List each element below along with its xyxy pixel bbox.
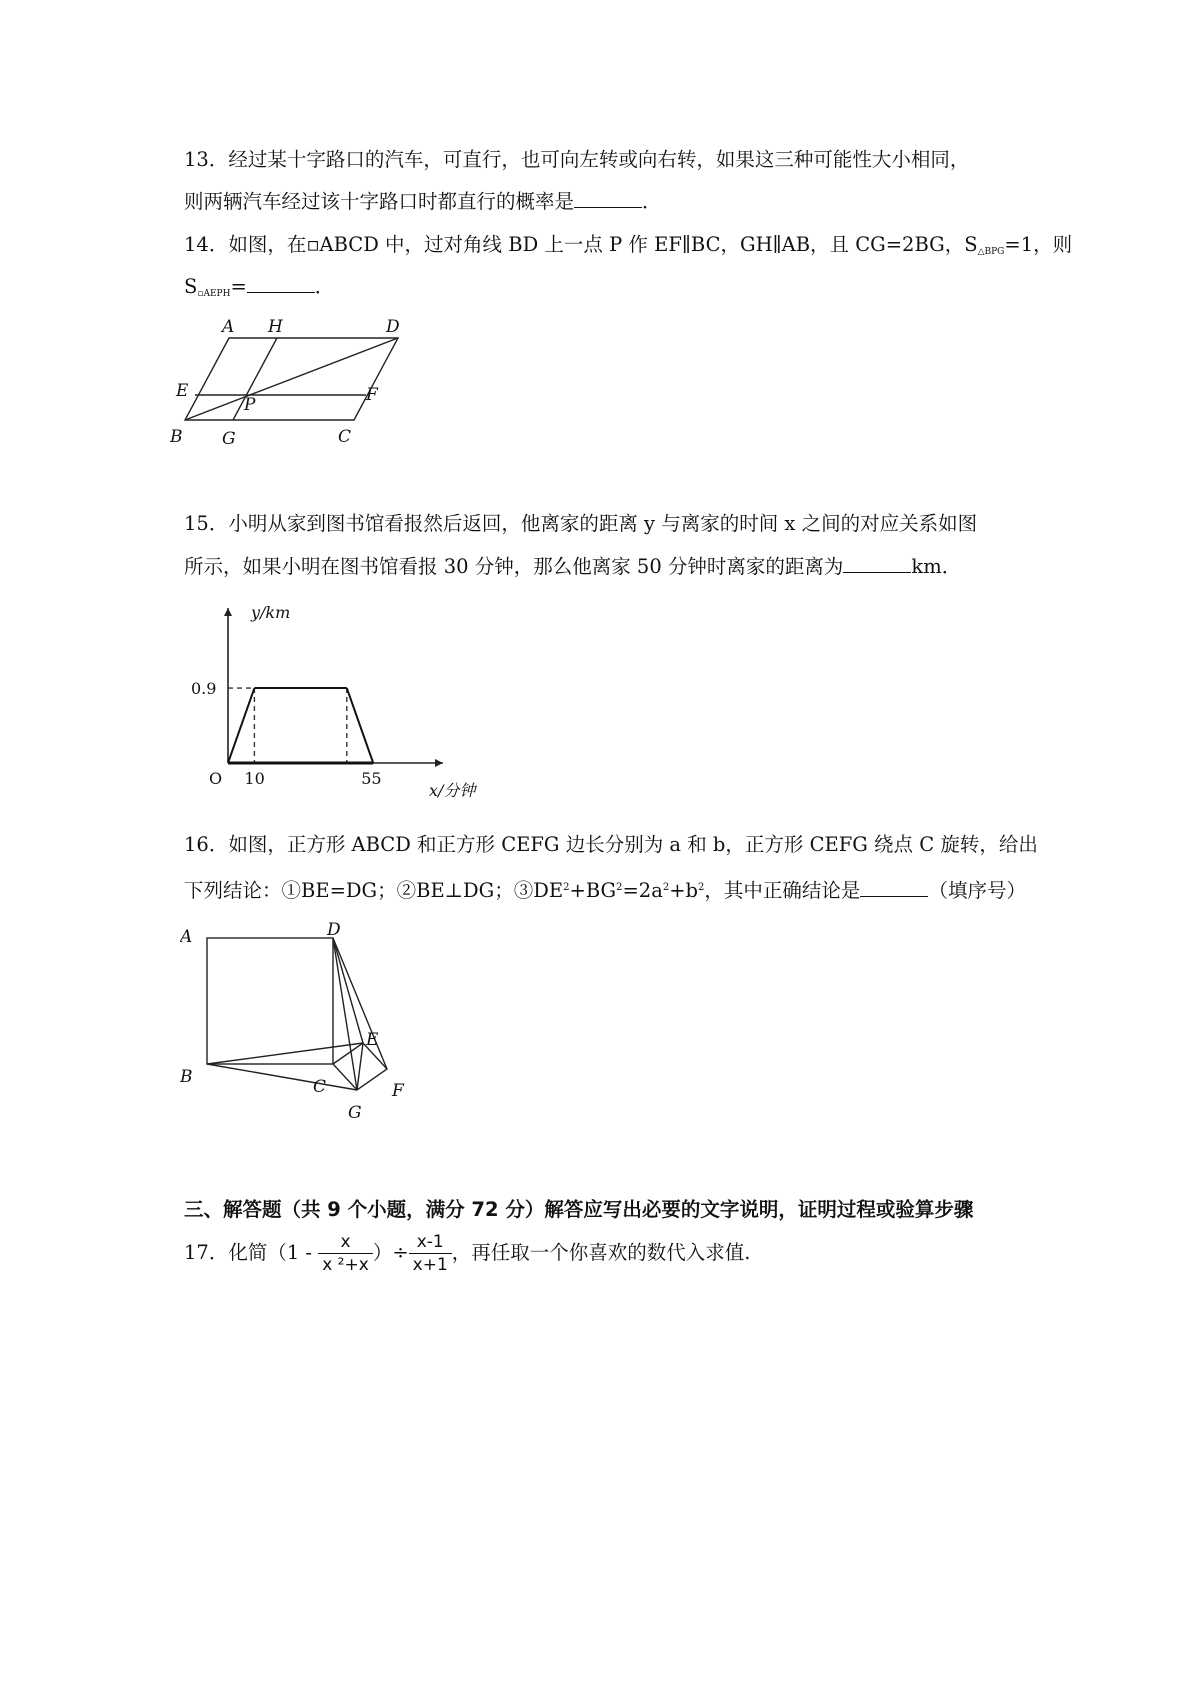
q17-suffix: ，再任取一个你喜欢的数代入求值.	[451, 1241, 751, 1264]
label-e: E	[366, 1030, 379, 1050]
q14-sub-bpg: △BPG	[977, 247, 1005, 257]
q16-text-f: （填序号）	[928, 879, 1026, 902]
q17-frac1-numerator: x	[318, 1231, 373, 1254]
q17-frac2-numerator: x-1	[409, 1231, 452, 1254]
segment-df	[333, 938, 387, 1069]
diagonal-bd	[185, 338, 398, 420]
series-segment-1	[228, 688, 254, 763]
q16-text-c: =2a	[622, 879, 663, 902]
q14-sub-aeph: ▫AEPH	[197, 289, 231, 299]
label-a: A	[222, 317, 235, 337]
square-abcd	[207, 938, 333, 1064]
q13-line1: 13．经过某十字路口的汽车，可直行，也可向左转或向右转，如果这三种可能性大小相同，	[184, 148, 970, 171]
y-axis-arrow-icon	[224, 608, 232, 616]
segment-be	[207, 1043, 363, 1064]
y-axis-label: y/km	[251, 603, 291, 622]
label-d: D	[386, 317, 400, 337]
label-c: C	[338, 427, 352, 447]
segment-eg	[357, 1043, 363, 1090]
x-tick-55: 55	[361, 769, 382, 788]
x-axis-arrow-icon	[435, 759, 443, 767]
q14-text-eq: =	[230, 275, 247, 298]
label-f: F	[392, 1081, 404, 1101]
label-a: A	[180, 927, 193, 947]
q16-line1: 16．如图，正方形 ABCD 和正方形 CEFG 边长分别为 a 和 b，正方形 CEFG 绕点 C 旋转，给出	[184, 833, 1038, 856]
q13-text: 则两辆汽车经过该十字路口时都直行的概率是	[184, 190, 575, 213]
label-c: C	[313, 1077, 327, 1097]
label-g: G	[348, 1103, 362, 1123]
label-g: G	[222, 429, 236, 449]
q14-line1	[184, 231, 1072, 266]
q14-text-b: =1，则	[1004, 233, 1073, 256]
q17-fraction-1	[318, 1231, 373, 1276]
q15-line2	[184, 553, 961, 581]
x-axis-label: x/分钟	[429, 781, 476, 800]
q16-text-d: +b	[669, 879, 699, 902]
q14-line2	[184, 273, 334, 308]
segment-de	[333, 938, 363, 1043]
segment-bg	[207, 1064, 357, 1090]
q16-sup-4: 2	[698, 882, 705, 893]
q16-sup-2: 2	[616, 882, 623, 893]
q16-text-e: ，其中正确结论是	[704, 879, 861, 902]
q14-end: ．	[314, 275, 335, 298]
q17-line	[184, 1228, 750, 1278]
q17-prefix: 17．化简（1 -	[184, 1241, 313, 1264]
q16-sup-3: 2	[662, 882, 670, 893]
q15-line1: 15．小明从家到图书馆看报然后返回，他离家的距离 y 与离家的时间 x 之间的对应关系如图	[184, 512, 978, 535]
q14-text-a: 14．如图，在▫ABCD 中，过对角线 BD 上一点 P 作 EF∥BC，GH∥AB，且 CG=2BG，S	[184, 233, 978, 256]
q13-line2	[184, 188, 662, 216]
q15-answer-blank[interactable]	[843, 554, 911, 573]
section-3-title: 三、解答题（共 9 个小题，满分 72 分）解答应写出必要的文字说明，证明过程或验算步骤	[184, 1198, 974, 1221]
q15-distance-time-chart	[185, 600, 485, 805]
q16-text-b: +BG	[569, 879, 617, 902]
origin-label: O	[209, 769, 223, 788]
x-tick-10: 10	[244, 769, 265, 788]
q16-squares-figure	[180, 915, 420, 1125]
q17-frac1-denominator: x ²+x	[322, 1255, 369, 1275]
label-f: F	[366, 385, 378, 405]
q17-frac2-denominator: x+1	[412, 1255, 448, 1275]
label-p: P	[244, 395, 256, 415]
label-h: H	[268, 317, 283, 337]
series-segment-3	[347, 688, 373, 763]
q16-sup-1: 2	[563, 882, 570, 893]
q16-answer-blank[interactable]	[860, 878, 928, 897]
label-b: B	[180, 1067, 193, 1087]
label-e: E	[176, 381, 189, 401]
q13-end: ．	[642, 190, 662, 213]
q17-fraction-2	[409, 1231, 452, 1276]
q17-mid: ）÷	[372, 1241, 409, 1264]
q13-answer-blank[interactable]	[574, 189, 642, 208]
q14-text-s: S	[184, 275, 198, 298]
q15-text: 所示，如果小明在图书馆看报 30 分钟，那么他离家 50 分钟时离家的距离为	[184, 555, 844, 578]
label-d: D	[327, 920, 341, 940]
q16-line2	[184, 874, 1026, 905]
q14-answer-blank[interactable]	[247, 274, 315, 293]
q14-parallelogram-figure	[170, 312, 440, 452]
q16-text-a: 下列结论：①BE=DG；②BE⊥DG；③DE	[184, 879, 564, 902]
q15-unit: km．	[911, 555, 962, 578]
label-b: B	[170, 427, 183, 447]
y-tick-0-9: 0.9	[191, 679, 217, 699]
